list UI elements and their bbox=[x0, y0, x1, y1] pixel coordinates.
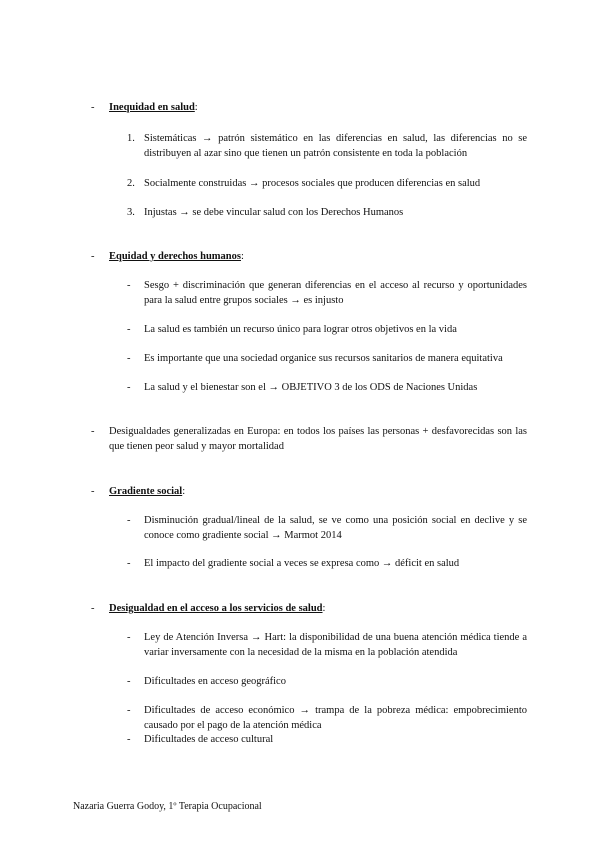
list-item-text: El impacto del gradiente social a veces se expresa como → déficit en salud bbox=[144, 558, 460, 569]
list-item bbox=[127, 205, 527, 220]
list-dash: - bbox=[91, 486, 95, 497]
list-dash: - bbox=[127, 632, 131, 643]
section-heading: Equidad y derechos humanos bbox=[109, 251, 241, 262]
list-dash: - bbox=[127, 734, 131, 745]
list-dash: - bbox=[127, 705, 131, 716]
list-item bbox=[127, 322, 527, 337]
list-dash: - bbox=[127, 280, 131, 291]
list-item-text: Sesgo + discriminación que generan diferencias en el acceso al recurso y oportunidades para la salud entre grupos sociales → es injusto bbox=[144, 280, 527, 306]
section-heading: Gradiente social bbox=[109, 486, 183, 497]
list-item bbox=[127, 703, 527, 733]
list-dash: - bbox=[127, 353, 131, 364]
section-inequidad-header bbox=[91, 100, 531, 115]
list-dash: - bbox=[91, 603, 95, 614]
section-heading: Inequidad en salud bbox=[109, 102, 195, 113]
list-item bbox=[127, 732, 527, 747]
list-item-text: Injustas → se debe vincular salud con los Derechos Humanos bbox=[144, 207, 404, 218]
list-dash: - bbox=[91, 251, 95, 262]
list-item bbox=[127, 278, 527, 308]
list-number: 3. bbox=[127, 207, 135, 218]
list-item bbox=[127, 630, 527, 660]
list-item bbox=[127, 131, 527, 161]
list-item-text: Socialmente construidas → procesos sociales que producen diferencias en salud bbox=[144, 178, 481, 189]
list-item-text: Ley de Atención Inversa → Hart: la disponibilidad de una buena atención médica tiende a variar inversamente con la necesidad de la misma en la población atendida bbox=[144, 632, 527, 658]
list-item-text: La salud es también un recurso único para lograr otros objetivos en la vida bbox=[144, 324, 457, 335]
page-footer: Nazaria Guerra Godoy, 1º Terapia Ocupacional bbox=[73, 801, 262, 812]
paragraph-text: Desigualdades generalizadas en Europa: en todos los países las personas + desfavorecidas son las que tienen peor salud y mayor mortalidad bbox=[109, 426, 527, 452]
list-item-text: La salud y el bienestar son el → OBJETIVO 3 de los ODS de Naciones Unidas bbox=[144, 382, 478, 393]
list-dash: - bbox=[91, 426, 95, 437]
list-item-text: Dificultades de acceso económico → trampa de la pobreza médica: empobrecimiento causado por el pago de la atención médica bbox=[144, 705, 527, 731]
list-item-text: Dificultades en acceso geográfico bbox=[144, 676, 286, 687]
list-item-text: Sistemáticas → patrón sistemático en las diferencias en salud, las diferencias no se distribuyen al azar sino que tienen un patrón consistente en toda la población bbox=[144, 133, 527, 159]
list-dash: - bbox=[127, 558, 131, 569]
list-number: 1. bbox=[127, 133, 135, 144]
list-item bbox=[127, 176, 527, 191]
list-dash: - bbox=[91, 102, 95, 113]
heading-suffix: : bbox=[240, 251, 244, 262]
list-item-text: Es importante que una sociedad organice sus recursos sanitarios de manera equitativa bbox=[144, 353, 503, 364]
heading-suffix: : bbox=[194, 102, 198, 113]
list-item bbox=[127, 674, 527, 689]
section-equidad-header bbox=[91, 249, 531, 264]
list-item bbox=[127, 556, 527, 571]
heading-suffix: : bbox=[322, 603, 326, 614]
list-item-text: Dificultades de acceso cultural bbox=[144, 734, 274, 745]
list-dash: - bbox=[127, 676, 131, 687]
section-gradiente-header bbox=[91, 484, 531, 499]
section-heading: Desigualdad en el acceso a los servicios de salud bbox=[109, 603, 323, 614]
section-acceso-header bbox=[91, 601, 531, 616]
list-item-text: Disminución gradual/lineal de la salud, se ve como una posición social en declive y se conoce como gradiente social → Marmot 2014 bbox=[144, 515, 527, 541]
list-item bbox=[127, 351, 527, 366]
heading-suffix: : bbox=[182, 486, 186, 497]
section-desigualdades bbox=[91, 424, 527, 454]
list-item bbox=[127, 513, 527, 543]
list-dash: - bbox=[127, 515, 131, 526]
list-dash: - bbox=[127, 324, 131, 335]
list-dash: - bbox=[127, 382, 131, 393]
list-number: 2. bbox=[127, 178, 135, 189]
list-item bbox=[127, 380, 527, 395]
